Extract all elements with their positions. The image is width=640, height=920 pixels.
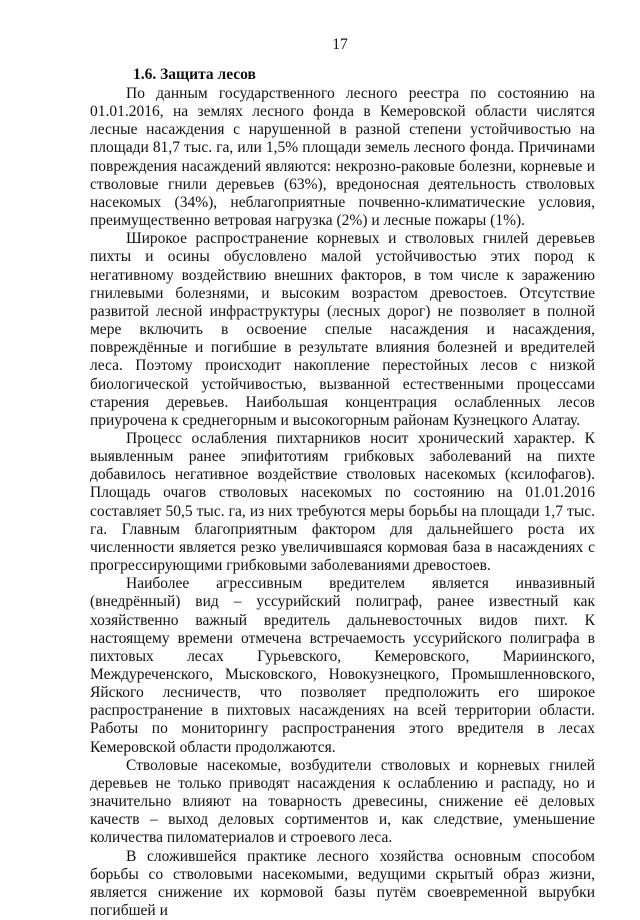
paragraph-forest-damage-overview: По данным государственного лесного реестра по состоянию на 01.01.2016, на землях лесного фонда в Кемеровской области числятся лесные насаждения с нарушенной в разной степени устойчивостью на площади 81,7 тыс. га, или 1,5% площади земель лесного фонда. Причинами повреждения насаждений являются: некрозно-раковые болезни, корневые и стволовые гнили деревьев (63%), вредоносная деятельность стволовых насекомых (34%), неблагоприятные почвенно-климатические условия, преимущественно ветровая нагрузка (2%) и лесные пожары (1%). — [90, 85, 595, 230]
paragraph-timber-quality: Стволовые насекомые, возбудители стволовых и корневых гнилей деревьев не только приводят насаждения к ослаблению и распаду, но и значительно влияют на товарность древесины, снижение её деловых качеств – выход деловых сортиментов и, как следствие, уменьшение количества пиломатериалов и строевого леса. — [90, 756, 595, 847]
paragraph-rot-spread: Широкое распространение корневых и стволовых гнилей деревьев пихты и осины обусловлено малой устойчивостью этих пород к негативному воздействию внешних факторов, в том числе к заражению гнилевыми болезнями, и высоким возрастом древостоев. Отсутствие развитой лесной инфраструктуры (лесных дорог) не позволяет в полной мере включить в освоение спелые насаждения и насаждения, повреждённые и погибшие в результате влияния болезней и вредителей леса. Поэтому происходит накопление перестойных лесов с низкой биологической устойчивостью, вызванной естественными процессами старения деревьев. Наибольшая концентрация ослабленных лесов приурочена к среднегорным и высокогорным районам Кузнецкого Алатау. — [90, 230, 595, 429]
page-number: 17 — [332, 36, 348, 53]
section-heading: 1.6. Защита лесов — [133, 66, 256, 83]
paragraph-fir-weakening: Процесс ослабления пихтарников носит хронический характер. К выявленным ранее эпифитотиям грибковых заболеваний на пихте добавилось негативное воздействие стволовых насекомых (ксилофагов). Площадь очагов стволовых насекомых по состоянию на 01.01.2016 составляет 50,5 тыс. га, из них требуются меры борьбы на площади 1,7 тыс. га. Главным благоприятным фактором для дальнейшего роста их численности является резко увеличившаяся кормовая база в насаждениях с прогрессирующими грибковыми заболеваниями древостоев. — [90, 429, 595, 575]
body-text — [90, 85, 595, 920]
paragraph-control-practice: В сложившейся практике лесного хозяйства основным способом борьбы со стволовыми насекомыми, ведущими скрытый образ жизни, является снижение их кормовой базы путём своевременной вырубки погибшей и — [90, 847, 595, 920]
paragraph-invasive-pest: Наиболее агрессивным вредителем является инвазивный (внедрённый) вид – уссурийский полиграф, ранее известный как хозяйственно важный вредитель дальневосточных видов пихт. К настоящему времени отмечена встречаемость уссурийского полиграфа в пихтовых лесах Гурьевского, Кемеровского, Мариинского, Междуреченского, Мысковского, Новокузнецкого, Промышленновского, Яйского лесничеств, что позволяет предположить его широкое распространение в пихтовых насаждениях на всей территории области. Работы по мониторингу распространения этого вредителя в лесах Кемеровской области продолжаются. — [90, 575, 595, 756]
